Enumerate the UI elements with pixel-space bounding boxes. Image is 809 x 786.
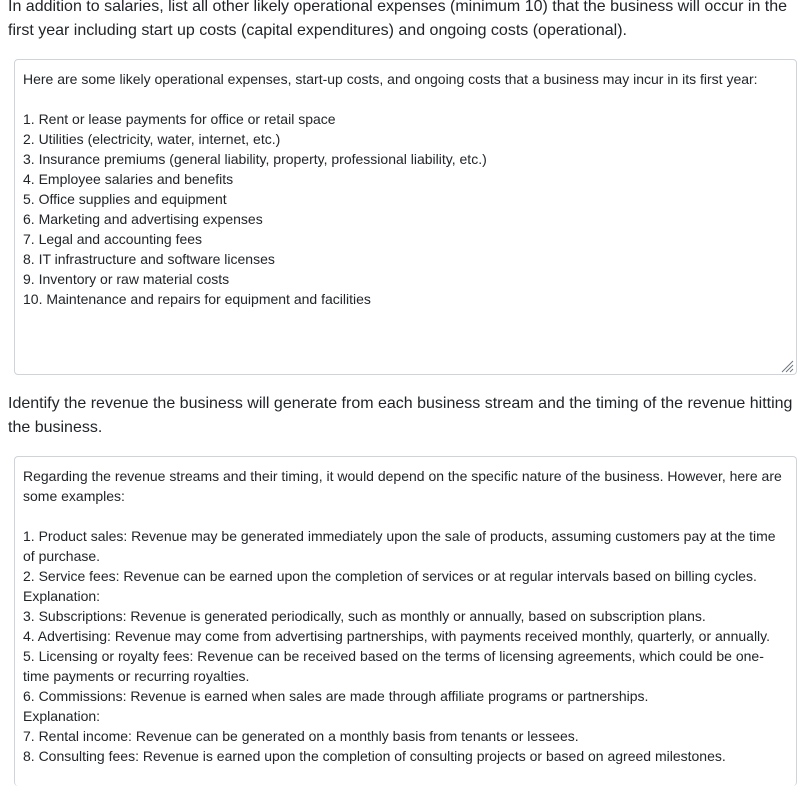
- answer-line: 1. Rent or lease payments for office or retail space: [23, 111, 336, 127]
- answer-line: 6. Marketing and advertising expenses: [23, 211, 263, 227]
- answer-line: 4. Advertising: Revenue may come from advertising partnerships, with payments received monthly, quarterly, or annually.: [23, 628, 771, 644]
- question-operational-expenses: In addition to salaries, list all other likely operational expenses (minimum 10) that the business will occur in the first year including start up costs (capital expenditures) and ongoing costs (operational).: [8, 0, 788, 39]
- answer-line: Explanation:: [23, 588, 101, 604]
- answer-line: 1. Product sales: Revenue may be generated immediately upon the sale of products, assuming customers pay at the time of purchase.: [23, 528, 780, 564]
- answer-line: 2. Service fees: Revenue can be earned upon the completion of services or at regular intervals based on billing cycles.: [23, 568, 757, 584]
- answer-line: 8. IT infrastructure and software licenses: [23, 251, 275, 267]
- answer-line: 3. Insurance premiums (general liability, property, professional liability, etc.): [23, 151, 487, 167]
- answer-line: 5. Licensing or royalty fees: Revenue can be received based on the terms of licensing agreements, which could be one-time payments or recurring royalties.: [23, 648, 764, 684]
- answer-line: 10. Maintenance and repairs for equipment and facilities: [23, 291, 371, 307]
- answer-line: 3. Subscriptions: Revenue is generated periodically, such as monthly or annually, based on subscription plans.: [23, 608, 706, 624]
- answer-line: 4. Employee salaries and benefits: [23, 171, 234, 187]
- answer-line: 8. Consulting fees: Revenue is earned upon the completion of consulting projects or based on agreed milestones.: [23, 748, 726, 764]
- answer-operational-expenses-textarea[interactable]: [14, 59, 797, 375]
- answer-line: 7. Legal and accounting fees: [23, 231, 203, 247]
- answer-line: Here are some likely operational expenses, start-up costs, and ongoing costs that a business may incur in its first year:: [23, 71, 758, 87]
- answer-line: 2. Utilities (electricity, water, internet, etc.): [23, 131, 281, 147]
- resize-grip-icon[interactable]: [780, 358, 794, 372]
- answer-line: Explanation:: [23, 708, 101, 724]
- answer-line: 9. Inventory or raw material costs: [23, 271, 230, 287]
- answer-line: [23, 506, 788, 526]
- answer-line: [23, 89, 788, 109]
- answer-line: 5. Office supplies and equipment: [23, 191, 227, 207]
- answer-revenue-streams-textarea[interactable]: [14, 456, 797, 786]
- answer-line: 6. Commissions: Revenue is earned when sales are made through affiliate programs or partnerships.: [23, 688, 649, 704]
- answer-line: 7. Rental income: Revenue can be generated on a monthly basis from tenants or lessees.: [23, 728, 579, 744]
- question-revenue-streams: Identify the revenue the business will generate from each business stream and the timing of the revenue hitting the business.: [8, 395, 793, 436]
- answer-line: Regarding the revenue streams and their timing, it would depend on the specific nature of the business. However, here are some examples:: [23, 468, 786, 504]
